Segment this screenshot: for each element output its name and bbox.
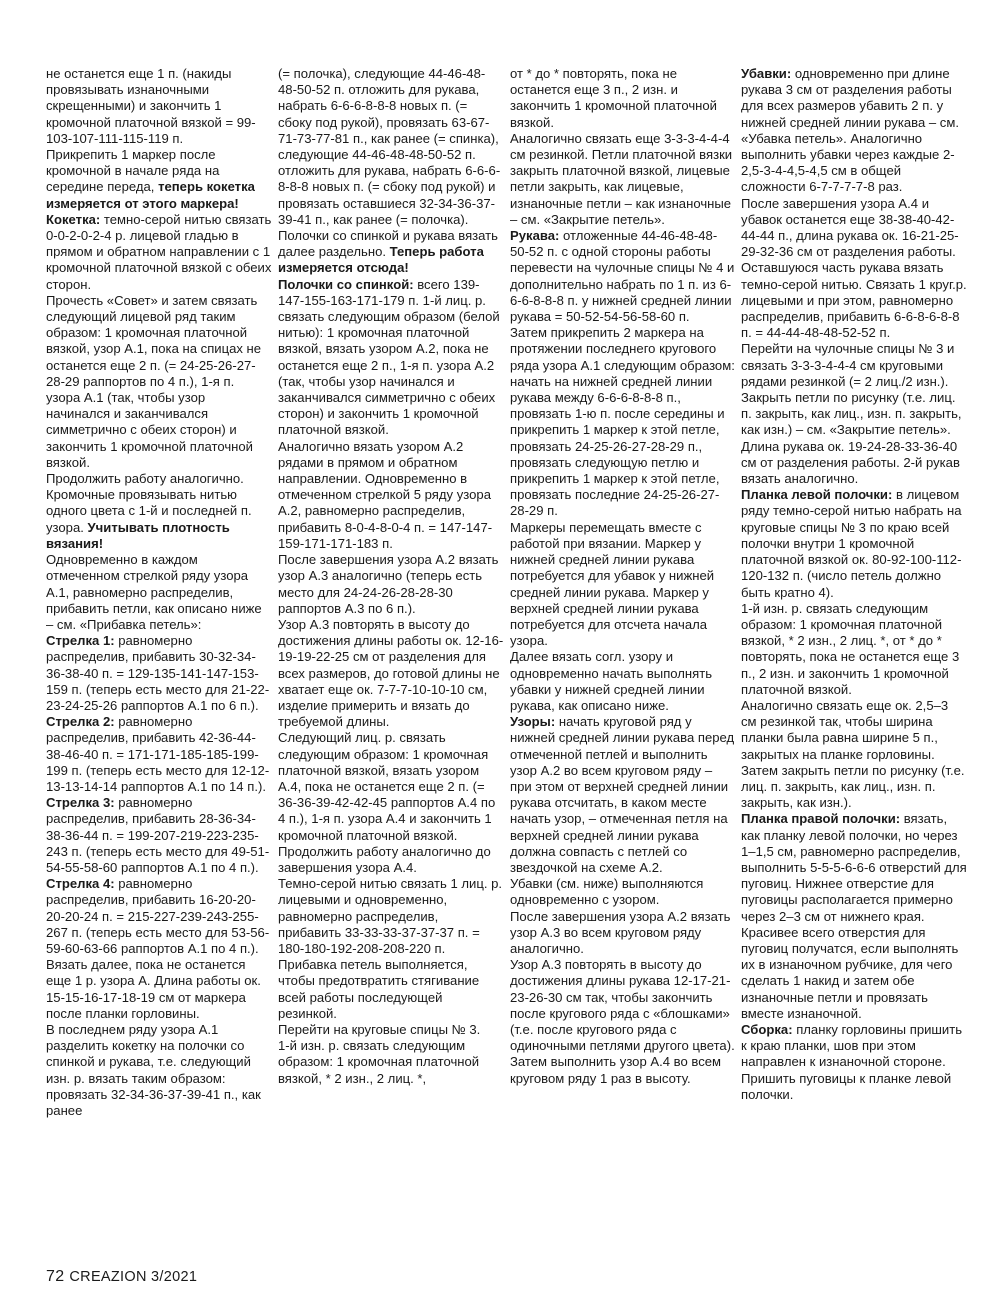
paragraph: Перейти на круговые спицы № 3. — [278, 1021, 481, 1037]
paragraph: Рукава: отложенные 44-46-48-48-50-52 п. с одной стороны работы перевести на чулочные спицы № 4 и дополнительно набрать по 1 п. из 6-6-6-8-8-8 п. у нижней средней линии рукава = 50-52-54-56-58-60 п. — [510, 228, 735, 325]
paragraph: 1-й изн. р. связать следующим образом: 1 кромочная платочной вязкой, * 2 изн., 2 лиц. *, от * до * повторять, пока не останется еще 3 п., 2 изн. и закончить 1 кромочной платочной вязкой. — [741, 600, 960, 697]
text-column-2 — [278, 66, 504, 1087]
paragraph: Убавки (см. ниже) выполняются одновременно с узором. — [510, 876, 704, 908]
paragraph: В последнем ряду узора А.1 разделить кокетку на полочки со спинкой и рукава, т.е. следующий изн. р. вязать таким образом: провязать 32-34-36-37-39-41 п., как ранее — [46, 1021, 261, 1118]
paragraph: Вязать далее, пока не останется еще 1 р. узора А. Длина работы ок. 15-15-16-17-18-19 см от маркера после планки горловины. — [46, 957, 261, 1021]
text-column-1 — [46, 66, 272, 1119]
paragraph: Стрелка 1: равномерно распределив, прибавить 30-32-34-36-38-40 п. = 129-135-141-147-153-159 п. (теперь есть место для 21-22-23-24-25-26 раппортов А.1 по 6 п.). — [46, 633, 270, 713]
paragraph: Далее вязать согл. узору и одновременно начать выполнять убавки у нижней средней линии рукава, как описано ниже. — [510, 649, 713, 713]
paragraph: Планка правой полочки: вязать, как планку левой полочки, но через 1–1,5 см, равномерно распределив, выполнить 5-5-5-6-6-6 отверстий для пуговиц. Нижнее отверстие для пуговицы располагается примерно через 2–3 см от нижнего края. Красивее всего отверстия для пуговиц получатся, если выполнять их в изнаночном рубчике, для чего сделать 1 накид и затем обе изнаночные петли и провязать вместе изнаночной. — [741, 811, 967, 1021]
paragraph: Полочки со спинкой: всего 139-147-155-163-171-179 п. 1-й лиц. р. связать следующим образом (белой нитью): 1 кромочная платочной вязкой, вязать узором А.2, пока не останется еще 2 п., 1-я п. узора А.2 (так, чтобы узор начинался и заканчивался симметрично с обеих сторон) и закончить 1 кромочной платочной вязкой. — [278, 276, 500, 438]
paragraph: Одновременно в каждом отмеченном стрелкой ряду узора А.1, равномерно распределив, прибавить петли, как описано ниже – см. «Прибавка петель»: — [46, 552, 262, 632]
paragraph: После завершения узора А.2 вязать узор А.3 аналогично (теперь есть место для 24-24-26-28-28-30 раппортов А.3 по 6 п.). — [278, 552, 499, 616]
paragraph: Аналогично связать еще ок. 2,5–3 см резинкой так, чтобы ширина планки была равна ширине 5 п., закрытых на планке горловины. Затем закрыть петли по рисунку (т.е. лиц. п. закрыть, как лиц., изн. п. закрыть, как изн.). — [741, 697, 965, 811]
paragraph: Аналогично связать еще 3-3-3-4-4-4 см резинкой. Петли платочной вязки закрыть платочной вязкой, лицевые петли закрыть, как лицевые, изнаночные петли – как изнаночные – см. «Закрытие петель». — [510, 130, 733, 227]
paragraph: Перейти на чулочные спицы № 3 и связать 3-3-3-4-4-4 см круговыми рядами резинкой (= 2 лиц./2 изн.). Закрыть петли по рисунку (т.е. лиц. п. закрыть, как лиц., изн. п. закрыть, как изн.) – см. «Закрытие петель». Длина рукава ок. 19-24-28-33-36-40 см от разделения работы. 2-й рукав вязать аналогично. — [741, 341, 962, 487]
paragraph: Кокетка: темно-серой нитью связать 0-0-2-0-2-4 р. лицевой гладью в прямом и обратном направлении с 1 кромочной платочной вязкой с обеих сторон. — [46, 211, 272, 292]
paragraph: Узоры: начать круговой ряд у нижней средней линии рукава перед отмеченной петлей и выполнить узор А.2 во всем круговом ряду – при этом от верхней средней линии рукава отсчитать, в каком месте начать узор, – отмеченная петля на верхней средней линии рукава должна совпасть с петлей со звездочкой на схеме А.2. — [510, 714, 735, 875]
paragraph: Сборка: планку горловины пришить к краю планки, шов при этом направлен к изнаночной стороне. Пришить пуговицы к планке левой полочки. — [741, 1021, 963, 1102]
paragraph: Темно-серой нитью связать 1 лиц. р. лицевыми и одновременно, равномерно распределив, прибавить 33-33-33-37-37-37 п. = 180-180-192-208-208-220 п. Прибавка петель выполняется, чтобы предотвратить стягивание всей работы последующей резинкой. — [278, 876, 503, 1021]
paragraph: Убавки: одновременно при длине рукава 3 см от разделения работы для всех размеров убавить 2 п. у нижней средней линии рукава – см. «Убавка петель». Аналогично выполнить убавки через каждые 2-2,5-3-4-4,5-4,5 см в общей сложности 6-7-7-7-7-8 раз. — [741, 66, 959, 195]
paragraph: Аналогично вязать узором А.2 рядами в прямом и обратном направлении. Одновременно в отмеченном стрелкой 5 ряду узора А.2, равномерно распределив, прибавить 8-0-4-8-0-4 п. = 147-147-159-171-171-183 п. — [278, 438, 493, 551]
paragraph: Продолжить работу аналогично. Кромочные провязывать нитью одного цвета с 1-й и последней п. узора. Учитывать плотность вязания! — [46, 471, 252, 551]
paragraph: Узор А.3 повторять в высоту до достижения длины рукава 12-17-21-23-26-30 см так, чтобы закончить после кругового ряда с «блошками» (т.е. после кругового ряда с одиночными петлями другого цвета). Затем выполнить узор А.4 во всем круговом ряду 1 раз в высоту. — [510, 957, 735, 1086]
paragraph: Следующий лиц. р. связать следующим образом: 1 кромочная платочной вязкой, вязать узором А.4, пока не останется еще 2 п. (= 36-36-39-42-42-45 раппортов А.4 по 4 п.), 1-я п. узора А.4 и закончить 1 кромочной платочной вязкой. Продолжить работу аналогично до завершения узора А.4. — [278, 730, 496, 875]
paragraph: Маркеры перемещать вместе с работой при вязании. Маркер у нижней средней линии рукава потребуется для убавок у нижней средней линии рукава. Маркер у верхней средней линии рукава потребуется для отсчета начала узора. — [510, 519, 715, 649]
paragraph: Узор А.3 повторять в высоту до достижения длины работы ок. 12-16-19-19-22-25 см от разделения для всех размеров, до готовой длины не хватает еще ок. 7-7-7-10-10-10 см, изделие примерить и вязать до требуемой длины. — [278, 616, 504, 730]
page-footer — [46, 1268, 197, 1286]
paragraph: После завершения узора А.2 вязать узор А.3 во всем круговом ряду аналогично. — [510, 908, 731, 956]
paragraph: После завершения узора А.4 и убавок останется еще 38-38-40-42-44-44 п., длина рукава ок. 16-21-25-29-32-36 см от разделения работы. Оставшуюся часть рукава вязать темно-серой нитью. Связать 1 круг.р. лицевыми и при этом, равномерно распределив, прибавить 6-6-8-6-8-8 п. = 44-44-48-48-52-52 п. — [741, 195, 967, 341]
magazine-issue: CREAZION 3/2021 — [69, 1269, 198, 1285]
paragraph: Прикрепить 1 маркер после кромочной в начале ряда на середине переда, теперь кокетка измеряется от этого маркера! — [46, 147, 255, 211]
text-column-3 — [510, 66, 736, 1087]
page-number: 72 — [46, 1268, 65, 1285]
paragraph: Затем прикрепить 2 маркера на протяжении последнего кругового ряда узора А.1 следующим образом: начать на нижней средней линии рукава между 6-6-6-8-8-8 п., провязать 1-ю п. после середины и прикрепить 1 маркер к этой петле, провязать 24-25-26-27-28-29 п., провязать следующую петлю и прикрепить 1 маркер к этой петле, провязать последние 24-25-26-27-28-29 п. — [510, 325, 735, 519]
paragraph: 1-й изн. р. связать следующим образом: 1 кромочная платочной вязкой, * 2 изн., 2 лиц. *, — [278, 1038, 480, 1086]
paragraph: Стрелка 3: равномерно распределив, прибавить 28-36-34-38-36-44 п. = 199-207-219-223-235-243 п. (теперь есть место для 49-51-54-55-58-60 раппортов А.1 по 4 п.). — [46, 795, 270, 875]
paragraph: Прочесть «Совет» и затем связать следующий лицевой ряд таким образом: 1 кромочная платочной вязкой, узор А.1, пока на спицах не останется еще 2 п. (= 24-25-26-27-28-29 раппортов по 4 п.), 1-я п. узора А.1 (так, чтобы узор начинался и заканчивался симметрично с обеих сторон) и закончить 1 кромочной платочной вязкой. — [46, 292, 262, 470]
text-column-4 — [741, 66, 967, 1103]
paragraph: Полочки со спинкой и рукава вязать далее раздельно. Теперь работа измеряется отсюда! — [278, 228, 498, 276]
paragraph: Планка левой полочки: в лицевом ряду темно-серой нитью набрать на круговые спицы № 3 по краю всей полочки внутри 1 кромочной платочной вязкой ок. 80-92-100-112-120-132 п. (число петель должно быть кратно 4). — [741, 487, 962, 600]
paragraph: Стрелка 4: равномерно распределив, прибавить 16-20-20-20-20-24 п. = 215-227-239-243-255-267 п. (теперь есть место для 53-56-59-60-63-66 раппортов А.1 по 4 п.). — [46, 876, 270, 956]
paragraph: от * до * повторять, пока не останется еще 3 п., 2 изн. и закончить 1 кромочной платочной вязкой. — [510, 66, 717, 130]
paragraph: Стрелка 2: равномерно распределив, прибавить 42-36-44-38-46-40 п. = 171-171-185-185-199-199 п. (теперь есть место для 12-12-13-13-14-14 раппортов А.1 по 14 п.). — [46, 714, 270, 794]
paragraph: (= полочка), следующие 44-46-48-48-50-52 п. отложить для рукава, набрать 6-6-6-8-8-8 новых п. (= сбоку под рукой), провязать 63-67-71-73-77-81 п., как ранее (= спинка), следующие 44-46-48-48-50-52 п. отложить для рукава, набрать 6-6-6-8-8-8 новых п. (= сбоку под рукой) и провязать оставшиеся 32-34-36-37-39-41 п., как ранее (= полочка). — [278, 66, 501, 227]
paragraph: не останется еще 1 п. (накиды провязывать изнаночными скрещенными) и закончить 1 кромочной платочной вязкой = 99-103-107-111-115-119 п. — [46, 66, 256, 146]
